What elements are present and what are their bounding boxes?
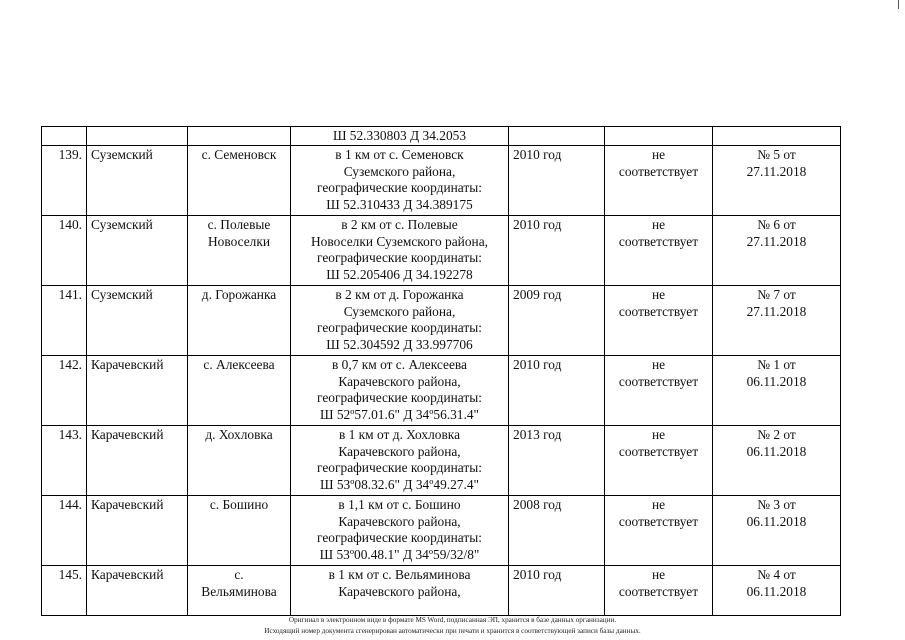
year-text: 2010 год xyxy=(513,356,562,372)
cell-status xyxy=(605,285,713,355)
cell-description xyxy=(291,215,509,285)
cell-num xyxy=(42,215,87,285)
year-text: 2013 год xyxy=(513,426,562,442)
status-line: не xyxy=(651,216,666,232)
cell-num xyxy=(42,565,87,615)
description-line: географические координаты: xyxy=(317,180,482,196)
description-line: в 1 км от с. Семеновск xyxy=(335,146,464,162)
locality-line: с. Семеновск xyxy=(201,146,277,162)
locality-line: с. xyxy=(234,566,244,582)
cell-district xyxy=(87,355,188,425)
description-line: Карачевского района, xyxy=(338,513,461,529)
table-row xyxy=(42,145,841,215)
order-line: 06.11.2018 xyxy=(746,373,807,389)
locality-line: д. Горожанка xyxy=(201,286,277,302)
cell-order xyxy=(713,425,841,495)
status-line: не xyxy=(651,146,666,162)
locality-line: с. Алексеева xyxy=(203,356,275,372)
district-name: Карачевский xyxy=(91,356,164,372)
cell-district xyxy=(87,215,188,285)
cell-status xyxy=(605,127,713,146)
district-name: Карачевский xyxy=(91,566,164,582)
cell-order xyxy=(713,127,841,146)
year-text: 2009 год xyxy=(513,286,562,302)
cell-num xyxy=(42,285,87,355)
locality-line: Вельяминова xyxy=(201,583,277,599)
district-name: Карачевский xyxy=(91,426,164,442)
table-row xyxy=(42,565,841,615)
description-line: в 1 км от с. Вельяминова xyxy=(328,566,471,582)
description-line: Карачевского района, xyxy=(338,373,461,389)
status-line: не xyxy=(651,496,666,512)
cell-locality xyxy=(188,145,291,215)
status-line: не xyxy=(651,356,666,372)
order-line: 27.11.2018 xyxy=(746,233,807,249)
order-line: 06.11.2018 xyxy=(746,583,807,599)
order-line: № 7 от xyxy=(757,286,796,302)
row-number: 143. xyxy=(58,426,82,442)
status-line: не xyxy=(651,426,666,442)
cell-year xyxy=(509,495,605,565)
cell-order xyxy=(713,495,841,565)
cell-description xyxy=(291,495,509,565)
description-line: географические координаты: xyxy=(317,320,482,336)
year-text: 2010 год xyxy=(513,146,562,162)
cell-status xyxy=(605,355,713,425)
status-line: не xyxy=(651,566,666,582)
description-line: географические координаты: xyxy=(317,250,482,266)
locality-line: Новоселки xyxy=(207,233,271,249)
cell-district xyxy=(87,495,188,565)
description-line: в 0,7 км от с. Алексеева xyxy=(332,356,467,372)
cell-num xyxy=(42,145,87,215)
description-line: в 1,1 км от с. Бошино xyxy=(338,496,461,512)
cell-district xyxy=(87,425,188,495)
locality-line: с. Бошино xyxy=(209,496,269,512)
status-line: соответствует xyxy=(618,443,699,459)
cell-locality xyxy=(188,285,291,355)
table-row xyxy=(42,495,841,565)
cell-year xyxy=(509,565,605,615)
register-table-body xyxy=(42,127,841,616)
cell-description xyxy=(291,425,509,495)
cell-order xyxy=(713,285,841,355)
cell-district xyxy=(87,127,188,146)
cell-num xyxy=(42,127,87,146)
order-line: 27.11.2018 xyxy=(746,163,807,179)
row-number: 141. xyxy=(58,286,82,302)
order-line: 06.11.2018 xyxy=(746,443,807,459)
table-row xyxy=(42,355,841,425)
row-number: 139. xyxy=(58,146,82,162)
cell-year xyxy=(509,425,605,495)
table-row xyxy=(42,425,841,495)
locality-line: с. Полевые xyxy=(207,216,271,232)
order-line: № 2 от xyxy=(757,426,796,442)
cell-status xyxy=(605,495,713,565)
description-line: в 2 км от с. Полевые xyxy=(341,216,458,232)
order-line: № 4 от xyxy=(757,566,796,582)
description-line: Карачевского района, xyxy=(338,583,461,599)
cell-locality xyxy=(188,215,291,285)
cell-year xyxy=(509,145,605,215)
register-table xyxy=(41,126,841,616)
cell-description xyxy=(291,127,509,146)
cell-description xyxy=(291,565,509,615)
description-line: Суземского района, xyxy=(343,303,456,319)
district-name: Суземский xyxy=(91,146,153,162)
status-line: соответствует xyxy=(618,233,699,249)
row-number: 145. xyxy=(58,566,82,582)
description-line: Новоселки Суземского района, xyxy=(310,233,488,249)
order-line: № 3 от xyxy=(757,496,796,512)
cell-num xyxy=(42,355,87,425)
row-number: 142. xyxy=(58,356,82,372)
cell-status xyxy=(605,215,713,285)
table-row xyxy=(42,285,841,355)
status-line: соответствует xyxy=(618,373,699,389)
description-line: Ш 52.304592 Д 33.997706 xyxy=(326,337,473,353)
description-line: географические координаты: xyxy=(317,390,482,406)
footer-note-number: Исходящий номер документа сгенерирован автоматически при печати и хранится в соответствующей записи базы данных. xyxy=(264,627,641,635)
status-line: соответствует xyxy=(618,513,699,529)
cell-order xyxy=(713,215,841,285)
cell-description xyxy=(291,355,509,425)
description-line: Ш 52.310433 Д 34.389175 xyxy=(326,197,473,213)
order-line: № 5 от xyxy=(757,146,796,162)
cell-district xyxy=(87,145,188,215)
description-line: Карачевского района, xyxy=(338,443,461,459)
cell-locality xyxy=(188,495,291,565)
cell-locality xyxy=(188,127,291,146)
district-name: Суземский xyxy=(91,286,153,302)
cell-description xyxy=(291,145,509,215)
status-line: соответствует xyxy=(618,163,699,179)
cell-status xyxy=(605,425,713,495)
order-line: № 1 от xyxy=(757,356,796,372)
district-name: Карачевский xyxy=(91,496,164,512)
description-line: Ш 53º08.32.6" Д 34º49.27.4" xyxy=(319,477,480,493)
description-line: географические координаты: xyxy=(317,530,482,546)
year-text: 2010 год xyxy=(513,216,562,232)
description-line: Ш 53º00.48.1" Д 34º59/32/8" xyxy=(319,547,480,563)
row-number: 144. xyxy=(58,496,82,512)
description-line: в 1 км от д. Хохловка xyxy=(338,426,461,442)
year-text: 2008 год xyxy=(513,496,562,512)
description-line: в 2 км от д. Горожанка xyxy=(335,286,464,302)
cell-year xyxy=(509,127,605,146)
description-line: Ш 52º57.01.6" Д 34º56.31.4" xyxy=(319,407,480,423)
status-line: не xyxy=(651,286,666,302)
row-number: 140. xyxy=(58,216,82,232)
cell-order xyxy=(713,145,841,215)
scan-edge-mark xyxy=(898,0,899,9)
description-line: Ш 52.205406 Д 34.192278 xyxy=(326,267,473,283)
cell-order xyxy=(713,565,841,615)
footer-note-original: Оригинал в электронном виде в формате MS Word, подписанная ЭП, хранится в базе данных организации. xyxy=(288,616,617,624)
cell-status xyxy=(605,565,713,615)
cell-locality xyxy=(188,355,291,425)
cell-num xyxy=(42,425,87,495)
table-row-continued xyxy=(42,127,841,146)
description-line: географические координаты: xyxy=(317,460,482,476)
description-line: Ш 52.330803 Д 34.2053 xyxy=(332,128,467,143)
locality-line: д. Хохловка xyxy=(205,426,273,442)
order-line: 27.11.2018 xyxy=(746,303,807,319)
cell-year xyxy=(509,215,605,285)
cell-num xyxy=(42,495,87,565)
year-text: 2010 год xyxy=(513,566,562,582)
cell-district xyxy=(87,565,188,615)
cell-year xyxy=(509,285,605,355)
status-line: соответствует xyxy=(618,303,699,319)
description-line: Суземского района, xyxy=(343,163,456,179)
cell-district xyxy=(87,285,188,355)
cell-locality xyxy=(188,425,291,495)
order-line: 06.11.2018 xyxy=(746,513,807,529)
cell-order xyxy=(713,355,841,425)
cell-status xyxy=(605,145,713,215)
status-line: соответствует xyxy=(618,583,699,599)
cell-description xyxy=(291,285,509,355)
order-line: № 6 от xyxy=(757,216,796,232)
cell-year xyxy=(509,355,605,425)
district-name: Суземский xyxy=(91,216,153,232)
table-row xyxy=(42,215,841,285)
cell-locality xyxy=(188,565,291,615)
